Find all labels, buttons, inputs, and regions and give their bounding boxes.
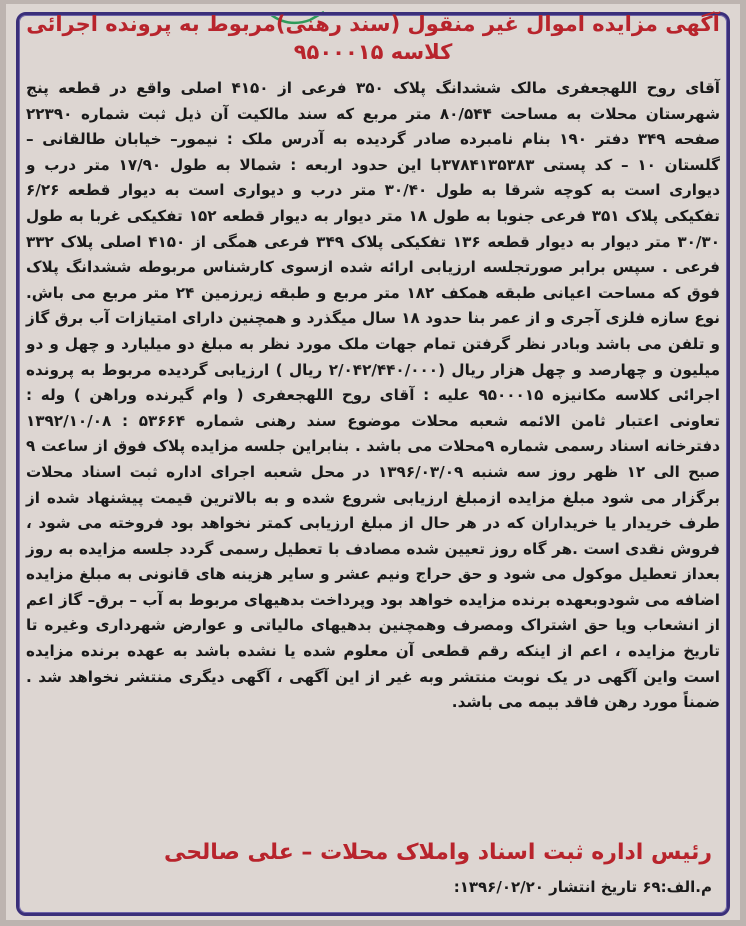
notice-body: آقای روح اللهجعفری مالک ششدانگ پلاک ۳۵۰ فرعی از ۴۱۵۰ اصلی واقع در قطعه پنج شهرستان محلات به مساحت ۸۰/۵۴۴ متر مربع که سند مالکیت آن ذیل ثبت شماره ۲۲۳۹۰ صفحه ۳۴۹ دفتر ۱۹۰ بنام نامبرده صادر گردیده به آدرس ملک : نیمور– خیابان طالقانی – گلستان ۱۰ – کد پستی ۳۷۸۴۱۳۵۳۸۳با این حدود اربعه : شمالا به طول ۱۷/۹۰ متر درب و دیواری است به کوچه شرقا به طول ۳۰/۴۰ متر درب و دیواری است به دیوار قطعه ۶/۲۶ تفکیکی پلاک ۳۵۱ فرعی جنوبا به طول ۱۸ متر دیوار به دیوار قطعه ۱۵۲ تفکیکی غربا به طول ۳۰/۳۰ متر دیوار به دیوار قطعه ۱۳۶ تفکیکی پلاک ۳۴۹ فرعی همگی از ۴۱۵۰ اصلی پلاک ۳۳۲ فرعی . سپس برابر صورتجلسه ارزیابی ارائه شده ازسوی کارشناس مربوطه ششدانگ پلاک فوق که مساحت اعیانی طبقه همکف ۱۸۲ متر مربع و طبقه زیرزمین ۲۴ متر مربع می باش. نوع سازه فلزی آجری و از عمر بنا حدود ۱۸ سال میگذرد و همچنین دارای امتیازات آب برق گاز و تلفن می باشد وبادر نظر گرفتن تمام جهات ملک مورد نظر به مبلغ دو میلیارد و چهل و دو میلیون و چهارصد و چهل هزار ریال (۲/۰۴۲/۴۴۰/۰۰۰ ریال ) ارزیابی گردیده مربوط به پرونده اجرائی کلاسه مکانیزه ۹۵۰۰۰۱۵ علیه : آقای روح اللهجعفری ( وام گیرنده وراهن ) وله : تعاونی اعتبار ثامن الائمه شعبه محلات موضوع سند رهنی شماره ۵۳۶۶۴ : ۱۳۹۲/۱۰/۰۸ دفترخانه اسناد رسمی شماره ۹محلات می باشد . بنابراین جلسه مزایده پلاک فوق از ساعت ۹ صبح الی ۱۲ ظهر روز سه شنبه ۱۳۹۶/۰۳/۰۹ در محل شعبه اجرای اداره ثبت اسناد محلات برگزار می شود مبلغ مزایده ازمبلغ ارزیابی شروع شده و به بالاترین قیمت پیشنهاد شده از طرف خریدار یا خریداران که در هر حال از مبلغ ارزیابی کمتر نخواهد بود فروخته می شود ، فروش نقدی است .هر گاه روز تعیین شده مصادف با تعطیل رسمی گردد جلسه مزایده به روز بعداز تعطیل موکول می شود و حق حراج ونیم عشر و سایر هزینه های قانونی به مبلغ مزایده اضافه می شودوبعهده برنده مزایده خواهد بود وپرداخت بدهیهای مربوط به آب – برق– گاز اعم از انشعاب ویا حق اشتراک ومصرف وهمچنین بدهیهای مالیاتی و عوارض شهرداری وغیره تا تاریخ مزایده ، اعم از اینکه رقم قطعی آن معلوم شده یا نشده باشد به عهده برنده مزایده است واین آگهی در یک نوبت منتشر وبه غیر از این آگهی ، آگهی دیگری منتشر نخواهد شد . ضمناً مورد رهن فاقد بیمه می باشد. xyxy=(26,79,721,712)
newspaper-clipping xyxy=(6,4,740,920)
notice-title: آگهی مزایده اموال غیر منقول (سند رهنی)مربوط به پرونده اجرائی xyxy=(26,12,720,36)
notice-footer: م.الف:۶۹ تاریخ انتشار ۱۳۹۶/۰۲/۲۰: xyxy=(453,878,712,896)
notice-case-number: کلاسه ۹۵۰۰۰۱۵ xyxy=(293,40,453,64)
notice-signature: رئیس اداره ثبت اسناد واملاک محلات – علی صالحی xyxy=(163,840,712,865)
